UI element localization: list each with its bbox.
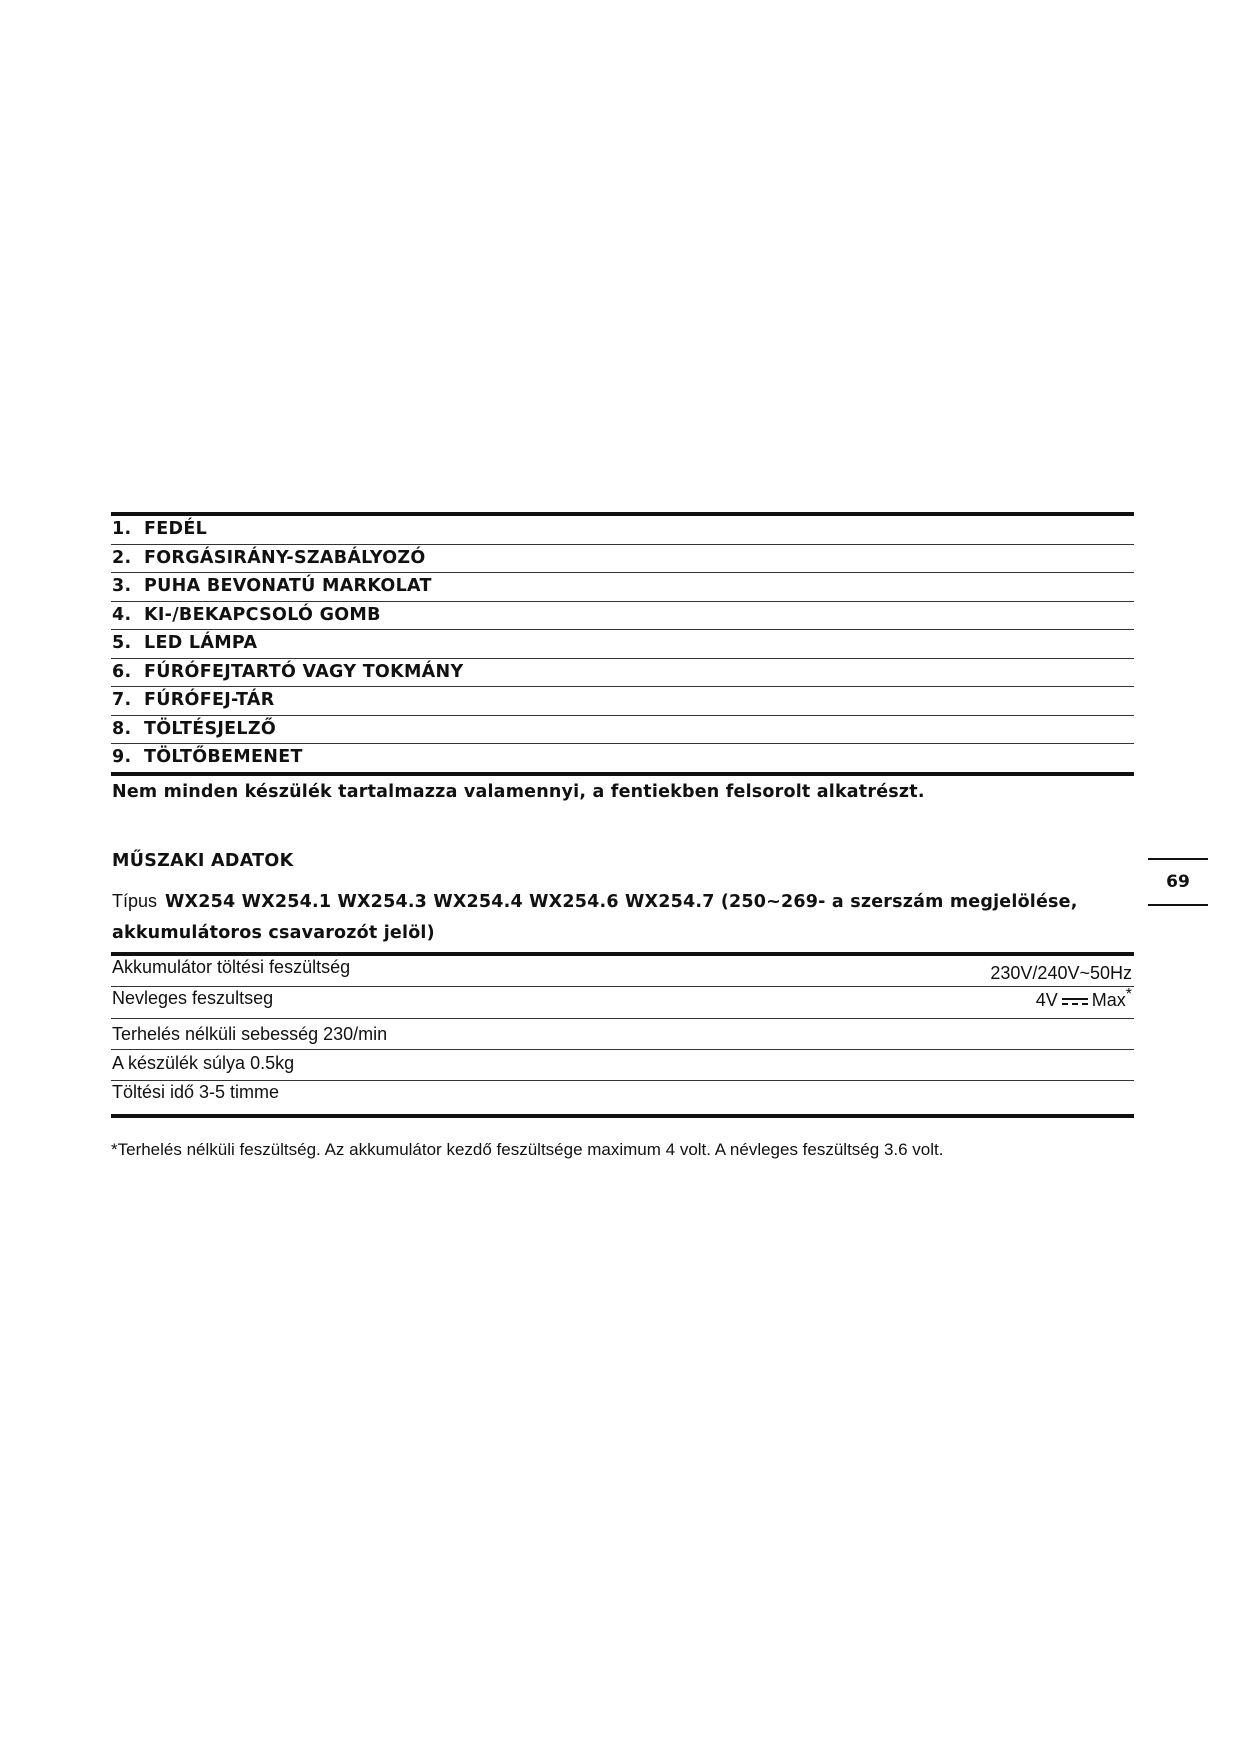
spec-row xyxy=(111,987,1134,1019)
item-number: 6. xyxy=(112,661,132,682)
item-number: 9. xyxy=(112,747,132,767)
item-label: TÖLTÉSJELZŐ xyxy=(144,718,277,739)
parts-list-item xyxy=(111,602,1134,631)
spec-label: A készülék súlya 0.5kg xyxy=(112,1053,295,1073)
parts-list-item xyxy=(111,630,1134,659)
item-label: PUHA BEVONATÚ MARKOLAT xyxy=(144,576,432,596)
spec-label: Nevleges feszultseg xyxy=(112,988,274,1008)
parts-list-item xyxy=(111,516,1134,545)
spec-table xyxy=(111,952,1134,1118)
spec-row xyxy=(111,1081,1134,1114)
parts-list-item xyxy=(111,545,1134,574)
page-number: 69 xyxy=(1148,858,1208,906)
parts-list-item xyxy=(111,659,1134,688)
dc-symbol-icon xyxy=(1062,995,1088,1007)
type-models: WX254 WX254.1 WX254.3 WX254.4 WX254.6 WX254.7 (250~269- a szerszám megjelölése, akkumulátoros csavarozót jelöl) xyxy=(112,892,1078,943)
item-label: FORGÁSIRÁNY-SZABÁLYOZÓ xyxy=(144,547,426,568)
item-label: FÚRÓFEJ-TÁR xyxy=(144,690,275,710)
spec-label: Töltési idő 3-5 timme xyxy=(112,1082,280,1102)
spec-label: Terhelés nélküli sebesség 230/min xyxy=(112,1024,388,1044)
parts-note: Nem minden készülék tartalmazza valamennyi, a fentiekben felsorolt alkatrészt. xyxy=(112,782,925,802)
item-label: KI-/BEKAPCSOLÓ GOMB xyxy=(144,604,381,625)
parts-list-item xyxy=(111,687,1134,716)
item-number: 1. xyxy=(112,519,132,539)
item-number: 5. xyxy=(112,633,132,653)
section-heading: MŰSZAKI ADATOK xyxy=(112,851,294,871)
voltage-max: Max xyxy=(1091,990,1126,1010)
item-label: TÖLTŐBEMENET xyxy=(144,747,303,767)
footnote: *Terhelés nélküli feszültség. Az akkumulátor kezdő feszültsége maximum 4 volt. A névleges feszültség 3.6 volt. xyxy=(111,1140,944,1159)
item-number: 7. xyxy=(112,690,132,710)
parts-list-item xyxy=(111,573,1134,602)
type-line xyxy=(112,886,1112,948)
parts-list xyxy=(111,512,1134,776)
parts-list-item xyxy=(111,744,1134,772)
spec-row xyxy=(111,1019,1134,1050)
item-number: 8. xyxy=(112,718,132,739)
spec-label: Akkumulátor töltési feszültség xyxy=(112,957,351,977)
item-label: LED LÁMPA xyxy=(144,633,258,653)
item-number: 3. xyxy=(112,576,132,596)
item-label: FEDÉL xyxy=(144,519,208,539)
item-label: FÚRÓFEJTARTÓ VAGY TOKMÁNY xyxy=(144,661,464,682)
voltage-value: 4V xyxy=(1035,990,1058,1010)
item-number: 4. xyxy=(112,604,132,625)
type-label: Típus xyxy=(112,891,158,911)
parts-list-item xyxy=(111,716,1134,745)
spec-value: 230V/240V~50Hz xyxy=(990,963,1132,983)
footnote-mark: * xyxy=(1125,986,1132,1003)
item-number: 2. xyxy=(112,547,132,568)
spec-value xyxy=(1036,985,1132,1017)
